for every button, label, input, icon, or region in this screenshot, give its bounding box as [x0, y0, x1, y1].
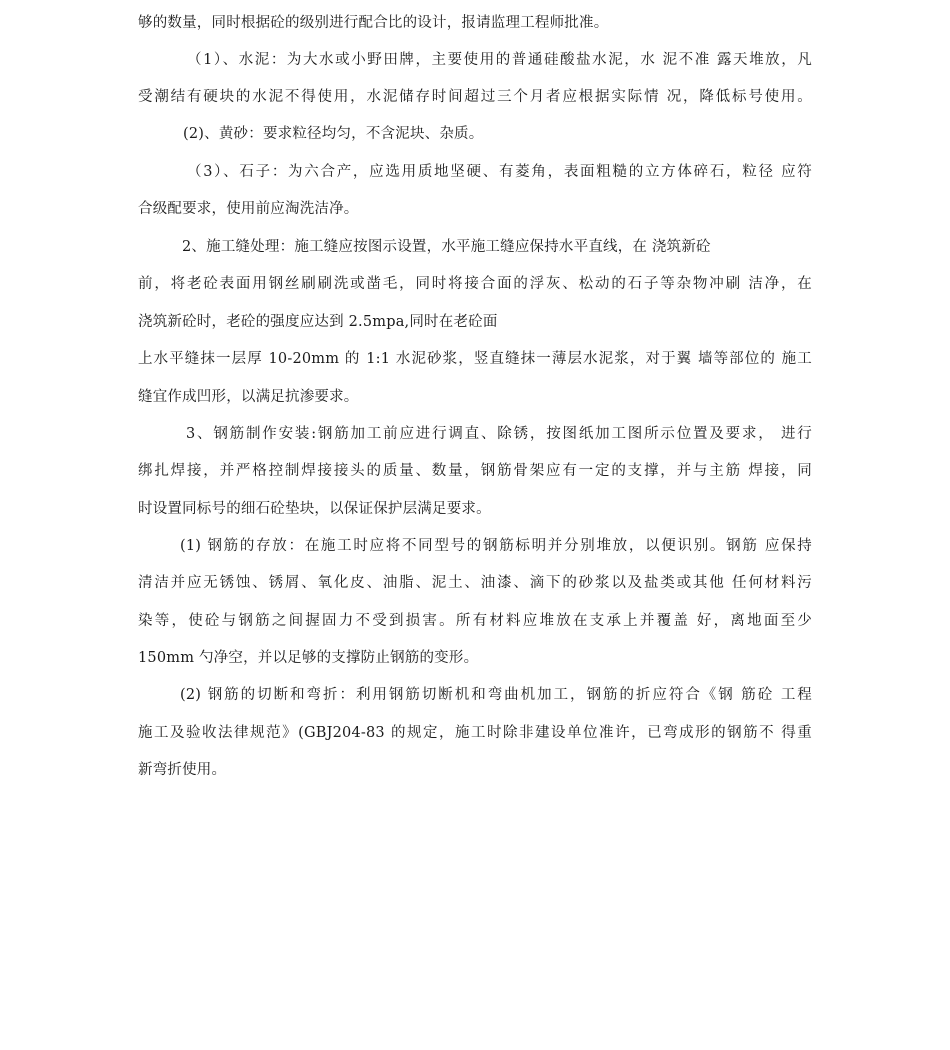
text-line: （3）、石子：为六合产，应选用质地坚硬、有菱角，表面粗糙的立方体碎石，粒径 应符 — [187, 164, 812, 180]
text-line: (1) 钢筋的存放：在施工时应将不同型号的钢筋标明并分别堆放，以便识别。钢筋 应保持 — [180, 538, 812, 554]
text-line: (2)、黄砂：要求粒径均匀，不含泥块、杂质。 — [183, 126, 484, 142]
text-line: 前，将老砼表面用钢丝刷刷洗或凿毛，同时将接合面的浮灰、松动的石子等杂物冲刷 洁净，在 — [138, 276, 812, 292]
text-line: 清洁并应无锈蚀、锈屑、氧化皮、油脂、泥土、油漆、滴下的砂浆以及盐类或其他 任何材料污 — [138, 575, 812, 591]
text-line: 3、钢筋制作安装:钢筋加工前应进行调直、除锈，按图纸加工图所示位置及要求， 进行 — [186, 426, 812, 442]
text-line: 够的数量，同时根据砼的级别进行配合比的设计，报请监理工程师批准。 — [138, 15, 609, 31]
text-line: 施工及验收法律规范》(GBJ204-83 的规定，施工时除非建设单位准许，已弯成形的钢筋不 得重 — [138, 725, 812, 741]
text-line: 150mm 勺净空，并以足够的支撑防止钢筋的变形。 — [138, 650, 479, 666]
text-line: 时设置同标号的细石砼垫块，以保证保护层满足要求。 — [138, 501, 491, 517]
text-line: 上水平缝抹一层厚 10-20mm 的 1:1 水泥砂浆，竖直缝抹一薄层水泥浆，对于翼 墙等部位的 施工 — [138, 351, 812, 367]
text-line: 浇筑新砼时，老砼的强度应达到 2.5mpa,同时在老砼面 — [138, 314, 498, 330]
text-line: （1）、水泥：为大水或小野田牌，主要使用的普通硅酸盐水泥，水 泥不准 露天堆放，凡 — [187, 52, 812, 68]
text-line: 染等，使砼与钢筋之间握固力不受到损害。所有材料应堆放在支承上并覆盖 好，离地面至少 — [138, 613, 812, 629]
text-line: 受潮结有硬块的水泥不得使用，水泥储存时间超过三个月者应根据实际情 况，降低标号使用。 — [138, 89, 812, 105]
text-line: 新弯折使用。 — [138, 762, 227, 778]
text-line: 绑扎焊接，并严格控制焊接接头的质量、数量，钢筋骨架应有一定的支撑，并与主筋 焊接，同 — [138, 463, 812, 479]
text-line: (2) 钢筋的切断和弯折：利用钢筋切断机和弯曲机加工，钢筋的折应符合《钢 筋砼 工程 — [180, 687, 812, 703]
text-line: 缝宜作成凹形，以满足抗渗要求。 — [138, 389, 359, 405]
text-line: 2、施工缝处理：施工缝应按图示设置，水平施工缝应保持水平直线，在 浇筑新砼 — [182, 239, 711, 255]
text-line: 合级配要求，使用前应淘洗洁净。 — [138, 201, 359, 217]
